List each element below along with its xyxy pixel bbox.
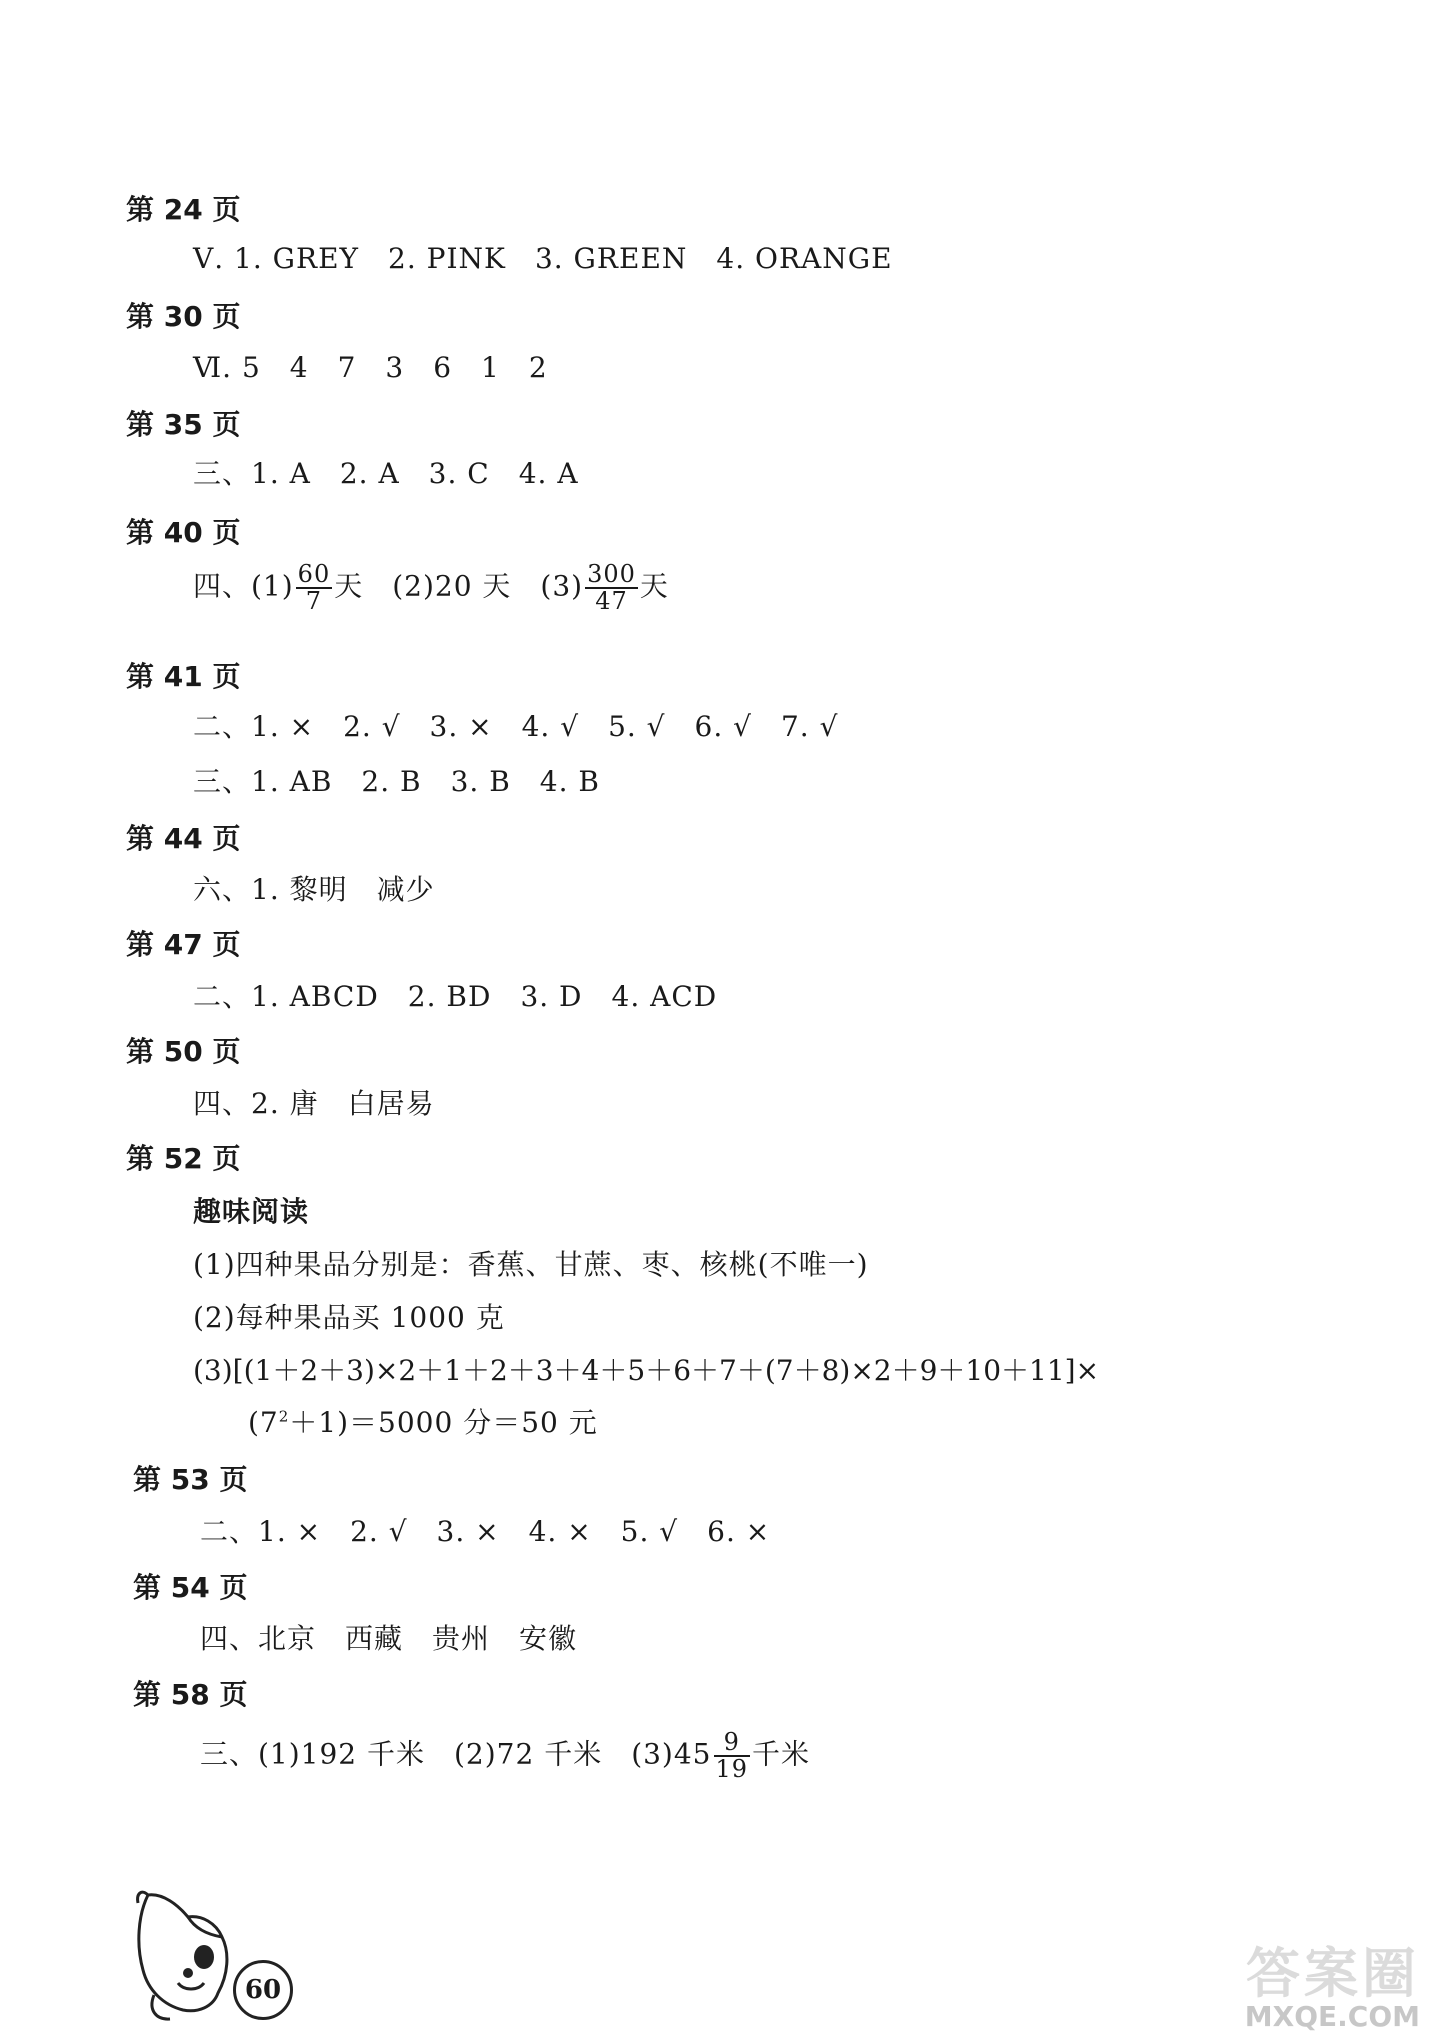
answer-line: 二、1. × 2. √ 3. × 4. √ 5. √ 6. √ 7. √ bbox=[193, 710, 839, 743]
line-suffix: 千米 bbox=[752, 1737, 811, 1771]
line-prefix: 四、(1) bbox=[193, 569, 294, 603]
page-heading-35: 第 35 页 bbox=[126, 408, 241, 441]
line-suffix: 天 bbox=[639, 569, 669, 603]
answer-line: 二、1. ABCD 2. BD 3. D 4. ACD bbox=[193, 980, 718, 1013]
page-heading-50: 第 50 页 bbox=[126, 1035, 241, 1068]
answer-line: (3)[(1＋2＋3)×2＋1＋2＋3＋4＋5＋6＋7＋(7＋8)×2＋9＋10＋11]× bbox=[193, 1354, 1100, 1387]
page-heading-54: 第 54 页 bbox=[133, 1571, 248, 1604]
line-middle: 天 (2)20 天 (3) bbox=[334, 569, 584, 603]
answer-line: 三、1. A 2. A 3. C 4. A bbox=[193, 457, 579, 490]
subheading-fun-reading: 趣味阅读 bbox=[193, 1195, 310, 1228]
fraction-denominator: 47 bbox=[595, 587, 628, 616]
answer-line: (1)四种果品分别是：香蕉、甘蔗、枣、核桃(不唯一) bbox=[193, 1248, 869, 1281]
page-heading-30: 第 30 页 bbox=[126, 300, 241, 333]
page-heading-40: 第 40 页 bbox=[126, 516, 241, 549]
watermark-url: MXQE.COM bbox=[1244, 2000, 1420, 2033]
page-heading-47: 第 47 页 bbox=[126, 928, 241, 961]
watermark-title: 答案圈 bbox=[1246, 1942, 1420, 2005]
power-rest: ＋1)＝5000 分＝50 元 bbox=[289, 1406, 598, 1439]
page-number-badge: 60 bbox=[233, 1960, 293, 2020]
fraction bbox=[585, 562, 638, 614]
answer-line-power bbox=[248, 1401, 598, 1441]
site-watermark bbox=[1244, 1942, 1420, 2033]
answer-line: 四、北京 西藏 贵州 安徽 bbox=[200, 1622, 578, 1655]
page-heading-58: 第 58 页 bbox=[133, 1678, 248, 1711]
power-base: (7 bbox=[248, 1406, 279, 1439]
fraction-numerator: 300 bbox=[587, 560, 636, 588]
answer-line: 二、1. × 2. √ 3. × 4. × 5. √ 6. × bbox=[200, 1515, 771, 1548]
page-heading-41: 第 41 页 bbox=[126, 660, 241, 693]
fraction-denominator: 19 bbox=[715, 1755, 749, 1784]
answer-line: Ⅴ. 1. GREY 2. PINK 3. GREEN 4. ORANGE bbox=[193, 242, 893, 275]
page-heading-44: 第 44 页 bbox=[126, 822, 241, 855]
page-heading-24: 第 24 页 bbox=[126, 193, 241, 226]
fraction-numerator: 9 bbox=[714, 1730, 751, 1757]
power-exponent: 2 bbox=[278, 1407, 290, 1426]
page-heading-52: 第 52 页 bbox=[126, 1142, 241, 1175]
line-prefix: 三、(1)192 千米 (2)72 千米 (3)45 bbox=[200, 1737, 712, 1771]
answer-line: 四、2. 唐 白居易 bbox=[193, 1087, 435, 1120]
fraction-denominator: 7 bbox=[305, 587, 323, 616]
page-heading-53: 第 53 页 bbox=[133, 1463, 248, 1496]
fraction-numerator: 60 bbox=[297, 560, 331, 588]
fraction bbox=[714, 1730, 751, 1782]
fraction bbox=[296, 562, 333, 614]
puppy-mascot-icon bbox=[118, 1875, 248, 2025]
answer-line: (2)每种果品买 1000 克 bbox=[193, 1301, 505, 1334]
answer-line-fractions bbox=[200, 1730, 810, 1782]
answer-line: Ⅵ. 5 4 7 3 6 1 2 bbox=[193, 351, 548, 384]
answer-line: 三、1. AB 2. B 3. B 4. B bbox=[193, 765, 600, 798]
answer-line: 六、1. 黎明 减少 bbox=[193, 873, 435, 906]
answer-line-fractions bbox=[193, 562, 669, 614]
